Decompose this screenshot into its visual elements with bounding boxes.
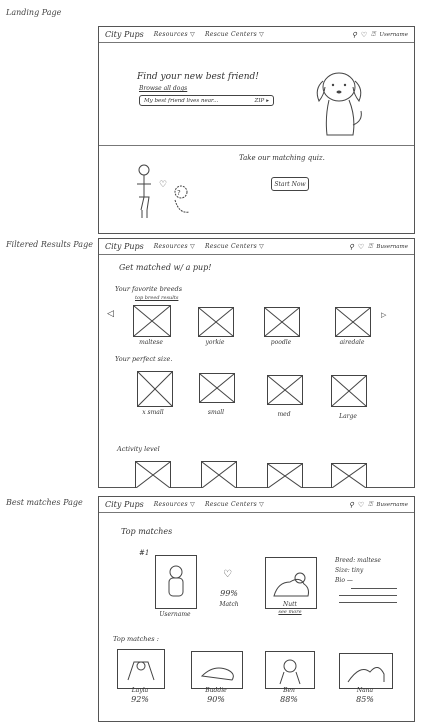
nav-rescue-centers[interactable]: Rescue Centers ▽ [205,31,265,38]
activity-title: Activity level [117,445,160,453]
heart-icon[interactable]: ♡ [360,30,368,39]
rank-label: #1 [139,549,150,557]
activity-card[interactable] [267,463,303,488]
heart-icon: ♡ [223,569,232,580]
user-icon[interactable]: ⍰ [368,242,373,250]
carousel-right-arrow[interactable]: ▷ [381,311,387,319]
carousel-left-arrow[interactable]: ◁ [107,309,114,319]
breed-label: maltese [139,339,163,346]
match-percent: 92% [131,695,149,704]
size-title: Your perfect size. [115,355,173,363]
landing-frame [98,26,415,234]
user-name-label: Username [159,611,191,618]
breed-card-poodle[interactable] [264,307,300,337]
location-search-input[interactable] [139,95,274,106]
nav-rescue-centers[interactable]: Rescue Centers ▽ [205,243,265,250]
nav-resources[interactable]: Resources ▽ [153,243,196,250]
match-name: Buddie [205,687,227,694]
page-title: Get matched w/ a pup! [119,263,212,272]
match-label: Match [219,601,239,608]
user-icon[interactable]: ⍰ [368,500,373,508]
activity-card[interactable] [201,461,237,488]
username-link[interactable]: Busername [376,243,408,250]
label-filtered-page: Filtered Results Page [6,240,93,249]
heart-icon[interactable]: ♡ [357,242,365,251]
hero-headline: Find your new best friend! [137,72,259,82]
navbar [99,497,414,513]
breed-label: poodle [270,339,292,346]
search-icon[interactable]: ⚲ [348,500,354,509]
size-label: x small [142,409,164,416]
match-card-layla[interactable] [117,649,165,689]
size-label: med [277,411,291,418]
breed-card-maltese[interactable] [133,305,171,337]
search-icon[interactable]: ⚲ [348,242,354,251]
match-percent: 88% [280,695,298,704]
navbar [99,239,414,255]
browse-all-link[interactable]: Browse all dogs [139,85,188,92]
nav-resources[interactable]: Resources ▽ [153,501,196,508]
bio-line [339,602,397,603]
svg-text:♡: ♡ [159,180,168,190]
more-matches-title: Top matches : [113,635,159,643]
size-label: Large [339,413,357,420]
user-photo-card [155,555,197,609]
logo[interactable]: City Pups [105,242,144,251]
fav-breeds-subtitle: top breed results [135,295,179,301]
search-placeholder: My best friend lives near... [144,97,219,104]
breed-label: yorkie [205,339,225,346]
match-name: Ben [283,687,295,694]
match-card-ben[interactable] [265,651,315,689]
label-best-matches-page: Best matches Page [6,498,83,507]
match-card-nana[interactable] [339,653,393,689]
size-card-large[interactable] [331,375,367,407]
navbar [99,27,414,43]
zip-label: ZIP [254,97,265,104]
username-link[interactable]: Busername [376,501,408,508]
bio-line [351,588,397,589]
quiz-prompt: Take our matching quiz. [239,154,325,162]
start-now-button[interactable]: Start Now [271,177,309,191]
dog-illustration [309,65,369,143]
nav-resources[interactable]: Resources ▽ [153,31,196,38]
dog-breed-detail: Breed: maltese [335,557,381,564]
username-link[interactable]: Username [379,31,408,38]
top-matches-title: Top matches [121,527,173,536]
svg-text:?: ? [177,189,181,197]
go-arrow-icon[interactable]: ▸ [266,97,269,104]
dog-size-detail: Size: tiny [335,567,364,574]
size-card-small[interactable] [199,373,235,403]
dog-bio-detail: Bio — [335,577,353,584]
heart-icon[interactable]: ♡ [357,500,365,509]
best-matches-frame [98,496,415,722]
logo[interactable]: City Pups [105,500,144,509]
size-card-med[interactable] [267,375,303,405]
user-icon[interactable]: ⍰ [371,30,376,38]
see-more-link[interactable]: see more [278,609,302,615]
match-percent: 99% [220,589,238,598]
breed-card-yorkie[interactable] [198,307,234,337]
logo[interactable]: City Pups [105,30,144,39]
size-label: small [207,409,225,416]
match-card-buddie[interactable] [191,651,243,689]
nav-rescue-centers[interactable]: Rescue Centers ▽ [205,501,265,508]
top-dog-name: Nutt [283,601,297,608]
breed-label: airedale [339,339,365,346]
match-name: Layla [131,687,149,694]
size-card-xsmall[interactable] [137,371,173,407]
match-name: Nana [356,687,374,694]
search-icon[interactable]: ⚲ [351,30,357,39]
breed-card-airedale[interactable] [335,307,371,337]
fav-breeds-title: Your favorite breeds [115,285,183,293]
activity-card[interactable] [135,461,171,488]
label-landing-page: Landing Page [6,8,62,17]
filtered-frame [98,238,415,488]
match-percent: 85% [356,695,374,704]
match-percent: 90% [207,695,225,704]
activity-card[interactable] [331,463,367,488]
person-and-dog-illustration [129,162,209,227]
bio-line [339,595,397,596]
